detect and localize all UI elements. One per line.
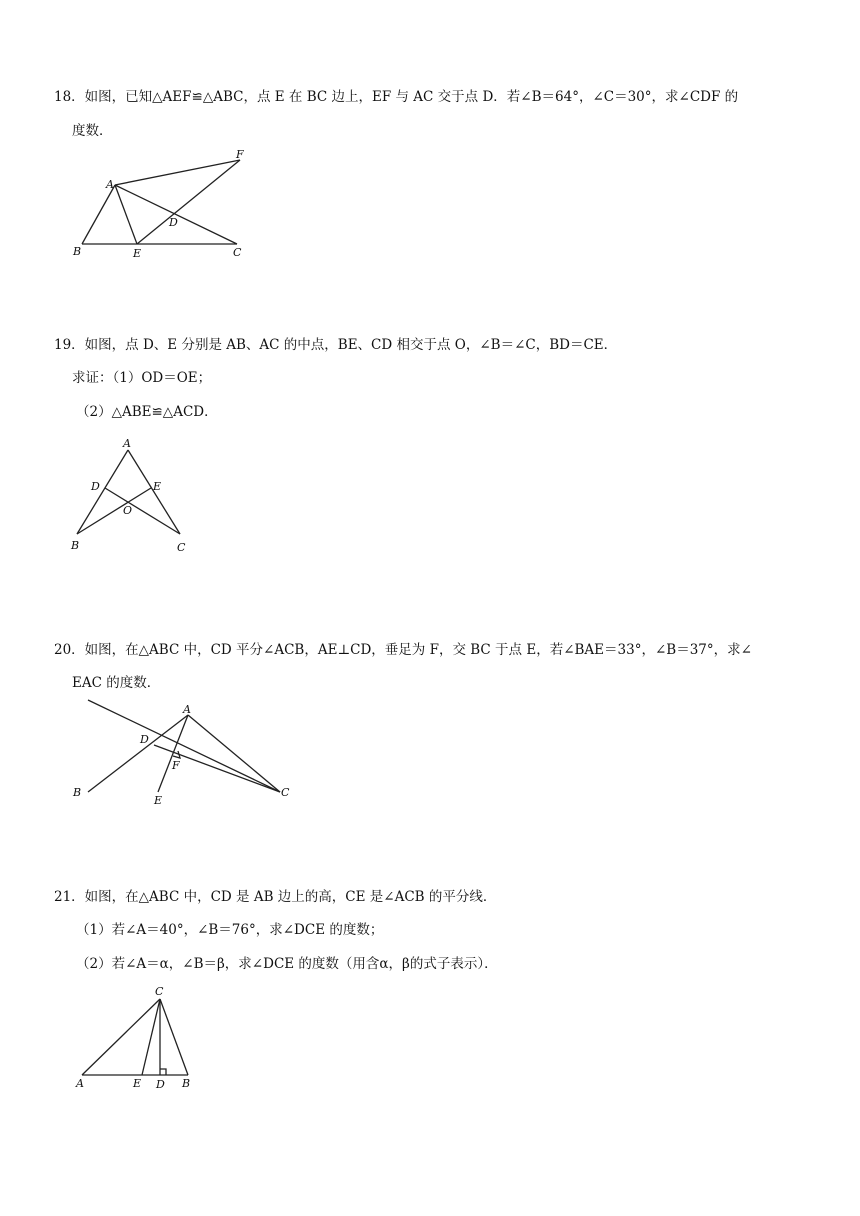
problem-20-line1: 20．如图，在△ABC 中，CD 平分∠ACB，AE⊥CD，垂足为 F，交 BC 于点 E，若∠BAE＝33°，∠B＝37°，求∠ (54, 642, 752, 658)
problem-19-line3: （2）△ABE≌△ACD． (76, 404, 218, 420)
label-E: E (153, 480, 162, 493)
problem-19-figure (65, 433, 195, 558)
problem-21-line3: （2）若∠A＝α，∠B＝β，求∠DCE 的度数（用含α，β的式子表示）． (76, 956, 498, 972)
label-A: A (183, 703, 191, 716)
label-E: E (133, 1077, 142, 1090)
label-C: C (281, 786, 290, 799)
label-O: O (123, 504, 133, 517)
label-D: D (169, 216, 178, 229)
label-F: F (172, 759, 180, 772)
label-B: B (71, 539, 80, 552)
label-B: B (73, 245, 82, 258)
problem-19-line1: 19．如图，点 D、E 分别是 AB、AC 的中点，BE、CD 相交于点 O，∠B＝∠C，BD＝CE． (54, 337, 618, 353)
problem-18-figure (70, 145, 260, 265)
problem-21-figure (70, 982, 200, 1092)
label-D: D (91, 480, 100, 493)
label-D: D (140, 733, 149, 746)
label-B: B (182, 1077, 191, 1090)
label-C: C (233, 246, 242, 259)
problem-20-figure (70, 700, 300, 810)
problem-18-line2: 度数． (72, 123, 113, 139)
label-F: F (236, 148, 244, 161)
label-A: A (123, 437, 131, 450)
problem-19-line2: 求证：（1）OD＝OE； (72, 370, 212, 386)
label-C: C (177, 541, 186, 554)
label-D: D (156, 1078, 165, 1091)
label-B: B (73, 786, 82, 799)
problem-18-line1: 18．如图，已知△AEF≌△ABC，点 E 在 BC 边上，EF 与 AC 交于点 D．若∠B＝64°，∠C＝30°，求∠CDF 的 (54, 89, 739, 105)
problem-20-line2: EAC 的度数． (72, 675, 161, 691)
label-C: C (155, 985, 164, 998)
problem-21-line1: 21．如图，在△ABC 中，CD 是 AB 边上的高，CE 是∠ACB 的平分线． (54, 889, 497, 905)
label-E: E (133, 247, 142, 260)
label-A: A (76, 1077, 84, 1090)
label-E: E (154, 794, 163, 807)
label-A: A (106, 178, 114, 191)
problem-21-line2: （1）若∠A＝40°，∠B＝76°，求∠DCE 的度数； (76, 922, 384, 938)
